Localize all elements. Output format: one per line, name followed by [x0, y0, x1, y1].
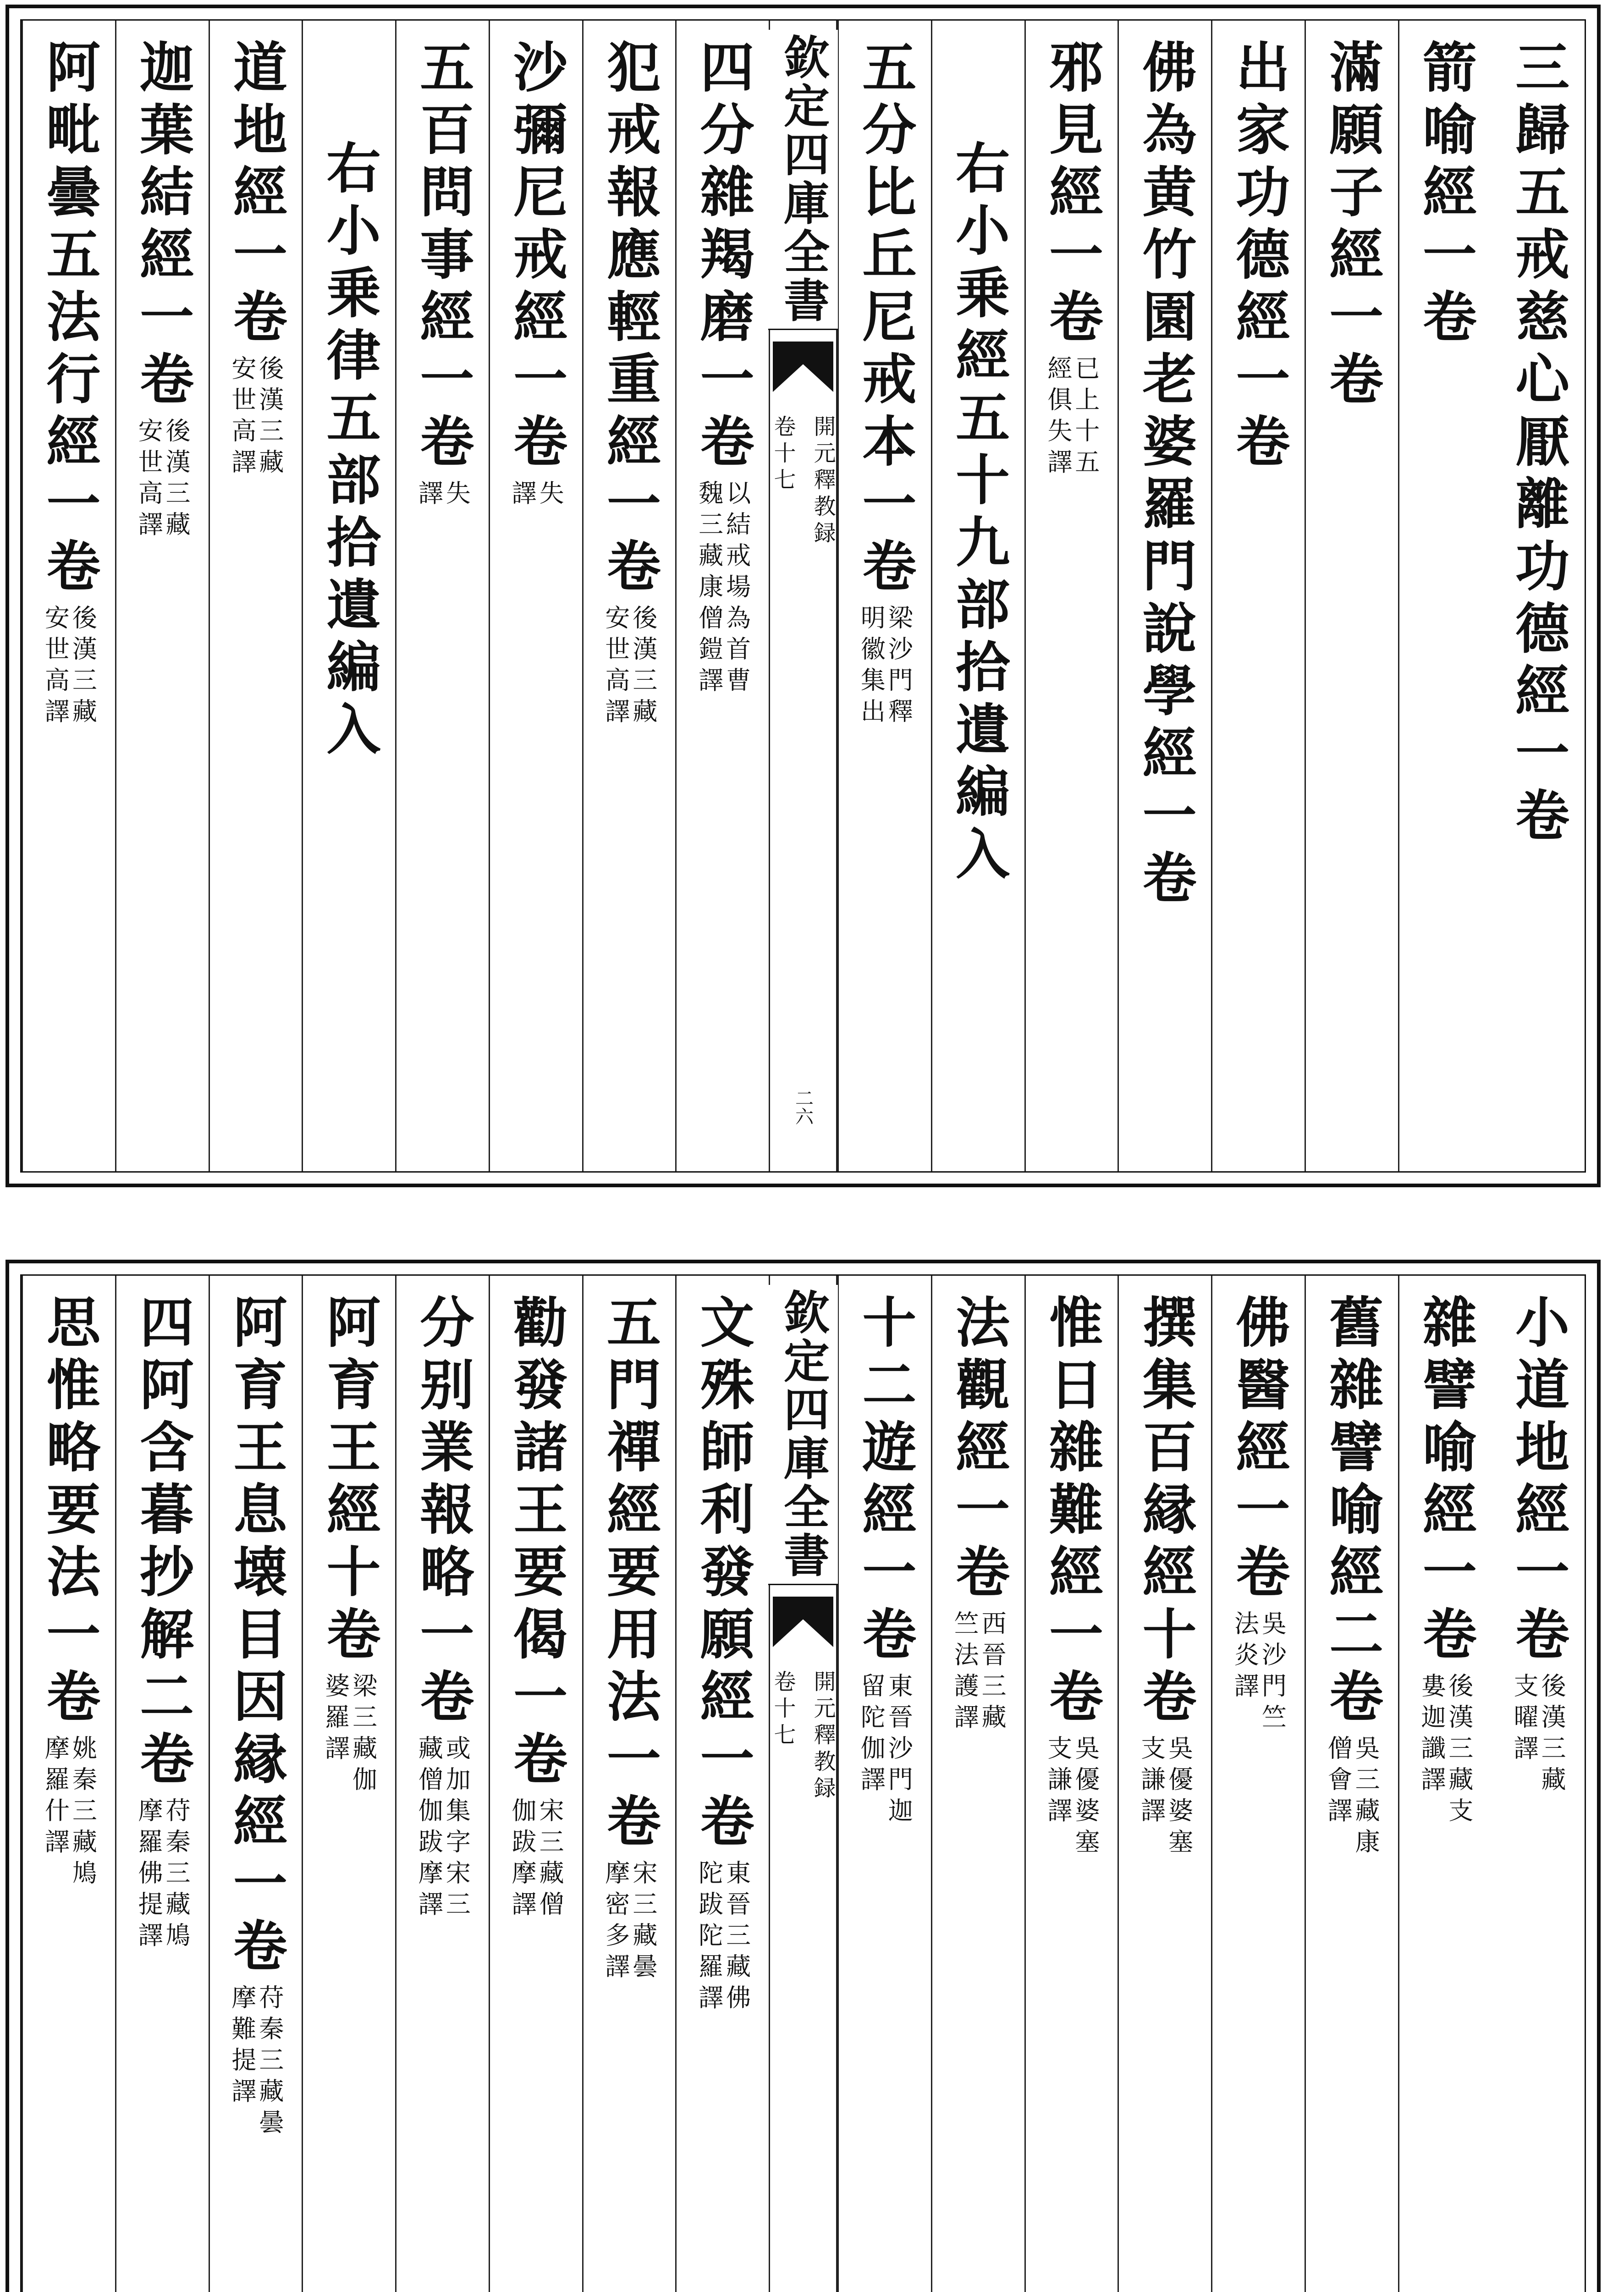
translator-note-line: 苻秦三藏鳩 — [162, 1797, 191, 1953]
text-column — [675, 21, 769, 1171]
chapter-note-line: 卷十七 — [770, 1670, 796, 1750]
section-summary: 右小乗律五部拾遺編入 — [317, 140, 381, 763]
translator-note-line: 後漢三藏 — [1537, 1673, 1567, 1797]
translator-note-line: 僧會譯 — [1324, 1735, 1353, 1829]
translator-note-line: 後漢三藏 — [162, 418, 191, 542]
translator-note-line: 已上十五 — [1071, 355, 1100, 480]
sutra-title: 沙彌尼戒經一卷 — [504, 39, 568, 475]
translator-note-line: 後漢三藏支 — [1444, 1673, 1474, 1829]
translator-note-line: 後漢三藏 — [628, 605, 658, 729]
sutra-title: 道地經一卷 — [224, 39, 288, 351]
text-column — [1305, 1276, 1398, 2292]
sutra-title: 出家功德經一卷 — [1227, 39, 1291, 475]
translator-note-line: 西晉三藏 — [978, 1610, 1007, 1735]
translator-note — [694, 480, 751, 698]
text-column — [582, 21, 676, 1171]
translator-note-line: 支謙譯 — [1137, 1735, 1166, 1829]
translator-note-line: 伽跋摩譯 — [508, 1797, 537, 1922]
translator-note-line: 摩羅佛提譯 — [134, 1797, 164, 1953]
translator-note — [414, 480, 471, 511]
translator-note — [601, 1860, 658, 1984]
translator-note — [508, 480, 565, 511]
translator-note — [694, 1860, 751, 2016]
text-column — [582, 1276, 676, 2292]
translator-note — [508, 1797, 565, 1922]
translator-note-line: 失 — [442, 480, 471, 511]
sutra-title: 箭喻經一卷 — [1413, 39, 1477, 351]
sutra-title: 四阿含暮抄解二卷 — [131, 1294, 195, 1793]
sutra-title: 佛醫經一卷 — [1227, 1294, 1291, 1606]
translator-note-line: 以結戒場為首曹 — [722, 480, 751, 698]
top-column-grid — [20, 19, 1586, 1173]
sutra-title: 五門禪經要用法一卷 — [597, 1294, 661, 1855]
sutra-title: 思惟略要法一卷 — [37, 1294, 101, 1730]
text-column — [302, 1276, 395, 2292]
book-title: 欽定四庫全書 — [768, 1285, 838, 1585]
translator-note — [1043, 1735, 1100, 1860]
translator-note-line: 後漢三藏 — [255, 355, 284, 480]
sutra-title: 十二遊經一卷 — [853, 1294, 917, 1668]
chapter-note — [767, 1670, 839, 1803]
translator-note-line: 姚秦三藏鳩 — [68, 1735, 98, 1891]
translator-note-line: 苻秦三藏曇 — [255, 1984, 284, 2140]
text-column — [1398, 21, 1492, 1171]
sutra-title: 五百問事經一卷 — [411, 39, 475, 475]
translator-note-line: 陀跋陀羅譯 — [694, 1860, 724, 2016]
translator-note — [321, 1673, 378, 1797]
translator-note — [227, 355, 284, 480]
translator-note — [414, 1735, 471, 1922]
translator-note — [950, 1610, 1007, 1735]
text-column — [837, 1276, 931, 2292]
translator-note — [1510, 1673, 1567, 1797]
translator-note-line: 留陀伽譯 — [857, 1673, 886, 1797]
translator-note-line: 吳優婆塞 — [1071, 1735, 1100, 1860]
translator-note-line: 梁沙門釋 — [884, 605, 914, 729]
text-column — [1118, 21, 1211, 1171]
text-column — [115, 1276, 209, 2292]
text-column — [395, 21, 489, 1171]
sutra-title: 迦葉結經一卷 — [131, 39, 195, 413]
translator-note-line: 魏三藏康僧鎧譯 — [694, 480, 724, 698]
translator-note-line: 梁三藏伽 — [348, 1673, 378, 1797]
sutra-title: 五分比丘尼戒本一卷 — [853, 39, 917, 600]
translator-note — [1324, 1735, 1381, 1860]
sutra-title: 雜譬喻經一卷 — [1413, 1294, 1477, 1668]
sutra-title: 阿毗曇五法行經一卷 — [37, 39, 101, 600]
sutra-title: 法觀經一卷 — [947, 1294, 1011, 1606]
text-column — [22, 21, 115, 1171]
text-column — [209, 21, 302, 1171]
text-column — [1491, 1276, 1585, 2292]
fish-tail-mark — [773, 342, 833, 392]
text-column — [489, 1276, 582, 2292]
translator-note — [601, 605, 658, 729]
fish-tail-mark — [773, 1597, 833, 1647]
translator-note-line: 宋三藏曇 — [628, 1860, 658, 1984]
translator-note — [1137, 1735, 1194, 1860]
translator-note-line: 吳三藏康 — [1351, 1735, 1381, 1860]
translator-note-line: 經俱失譯 — [1043, 355, 1073, 480]
translator-note — [41, 605, 98, 729]
translator-note-line: 明徽集出 — [857, 605, 886, 729]
translator-note-line: 譯 — [508, 480, 537, 511]
sutra-title: 勸發諸王要偈一卷 — [504, 1294, 568, 1793]
translator-note-line: 宋三藏僧 — [535, 1797, 565, 1922]
translator-note-line: 支曜譯 — [1510, 1673, 1539, 1766]
translator-note-line: 吳優婆塞 — [1164, 1735, 1194, 1860]
text-column — [115, 21, 209, 1171]
translator-note-line: 東晉三藏佛 — [722, 1860, 751, 2016]
translator-note-line: 失 — [535, 480, 565, 511]
text-column — [1491, 21, 1585, 1171]
translator-note-line: 支謙譯 — [1043, 1735, 1073, 1829]
translator-note-line: 摩密多譯 — [601, 1860, 630, 1984]
text-column — [489, 21, 582, 1171]
translator-note-line: 婁迦讖譯 — [1417, 1673, 1446, 1797]
text-column — [1398, 1276, 1492, 2292]
sutra-title: 文殊師利發願經一卷 — [691, 1294, 755, 1855]
text-column — [302, 21, 395, 1171]
center-fold-strip — [769, 1276, 837, 2292]
sutra-title: 四分雜羯磨一卷 — [691, 39, 755, 475]
translator-note — [134, 1797, 191, 1953]
sutra-title: 三歸五戒慈心厭離功德經一卷 — [1506, 39, 1570, 849]
translator-note-line: 後漢三藏 — [68, 605, 98, 729]
section-summary: 右小乗經五十九部拾遺編入 — [947, 140, 1011, 888]
sutra-title: 舊雜譬喻經二卷 — [1320, 1294, 1384, 1730]
sutra-title: 阿育王經十卷 — [317, 1294, 381, 1668]
sutra-title: 撰集百縁經十卷 — [1133, 1294, 1197, 1730]
book-title: 欽定四庫全書 — [768, 30, 838, 330]
leaf-number: 二六 — [792, 1089, 814, 1125]
translator-note-line: 摩難提譯 — [227, 1984, 257, 2109]
chapter-note-line: 開元釋教録 — [810, 415, 836, 548]
sutra-title: 佛為黄竹園老婆羅門說學經一卷 — [1133, 39, 1197, 912]
text-column — [1024, 1276, 1118, 2292]
sutra-title: 分别業報略一卷 — [411, 1294, 475, 1730]
sutra-title: 邪見經一卷 — [1040, 39, 1104, 351]
text-column — [931, 1276, 1024, 2292]
text-column — [675, 1276, 769, 2292]
text-column — [22, 1276, 115, 2292]
text-column — [209, 1276, 302, 2292]
bottom-page-panel — [6, 1260, 1601, 2292]
translator-note — [1230, 1610, 1287, 1735]
translator-note — [857, 1673, 914, 1829]
translator-note — [227, 1984, 284, 2140]
translator-note-line: 安世高譯 — [601, 605, 630, 729]
chapter-note-line: 開元釋教録 — [810, 1670, 836, 1803]
translator-note — [41, 1735, 98, 1891]
translator-note — [1417, 1673, 1474, 1829]
text-column — [1305, 21, 1398, 1171]
translator-note-line: 安世高譯 — [41, 605, 70, 729]
translator-note-line: 或加集字宋三 — [442, 1735, 471, 1922]
translator-note-line: 摩羅什譯 — [41, 1735, 70, 1860]
translator-note-line: 藏僧伽跋摩譯 — [414, 1735, 444, 1922]
text-column — [395, 1276, 489, 2292]
bottom-column-grid — [20, 1274, 1586, 2292]
translator-note-line: 譯 — [414, 480, 444, 511]
sutra-title: 阿育王息壊目因縁經一卷 — [224, 1294, 288, 1980]
sutra-title: 犯戒報應輕重經一卷 — [597, 39, 661, 600]
translator-note-line: 安世高譯 — [134, 418, 164, 542]
text-column — [1024, 21, 1118, 1171]
center-fold-strip — [769, 21, 837, 1171]
translator-note-line: 婆羅譯 — [321, 1673, 350, 1766]
translator-note-line: 吳沙門竺 — [1258, 1610, 1287, 1735]
chapter-note — [767, 415, 839, 548]
text-column — [1211, 21, 1305, 1171]
text-column — [1211, 1276, 1305, 2292]
translator-note — [134, 418, 191, 542]
chapter-note-line: 卷十七 — [770, 415, 796, 495]
translator-note-line: 東晉沙門迦 — [884, 1673, 914, 1829]
top-page-panel — [6, 5, 1601, 1187]
text-column — [837, 21, 931, 1171]
sutra-title: 惟日雜難經一卷 — [1040, 1294, 1104, 1730]
text-column — [1118, 1276, 1211, 2292]
translator-note-line: 法炎譯 — [1230, 1610, 1260, 1704]
sutra-title: 滿願子經一卷 — [1320, 39, 1384, 413]
translator-note — [1043, 355, 1100, 480]
sutra-title: 小道地經一卷 — [1506, 1294, 1570, 1668]
translator-note — [857, 605, 914, 729]
translator-note-line: 安世高譯 — [227, 355, 257, 480]
text-column — [931, 21, 1024, 1171]
translator-note-line: 竺法護譯 — [950, 1610, 980, 1735]
